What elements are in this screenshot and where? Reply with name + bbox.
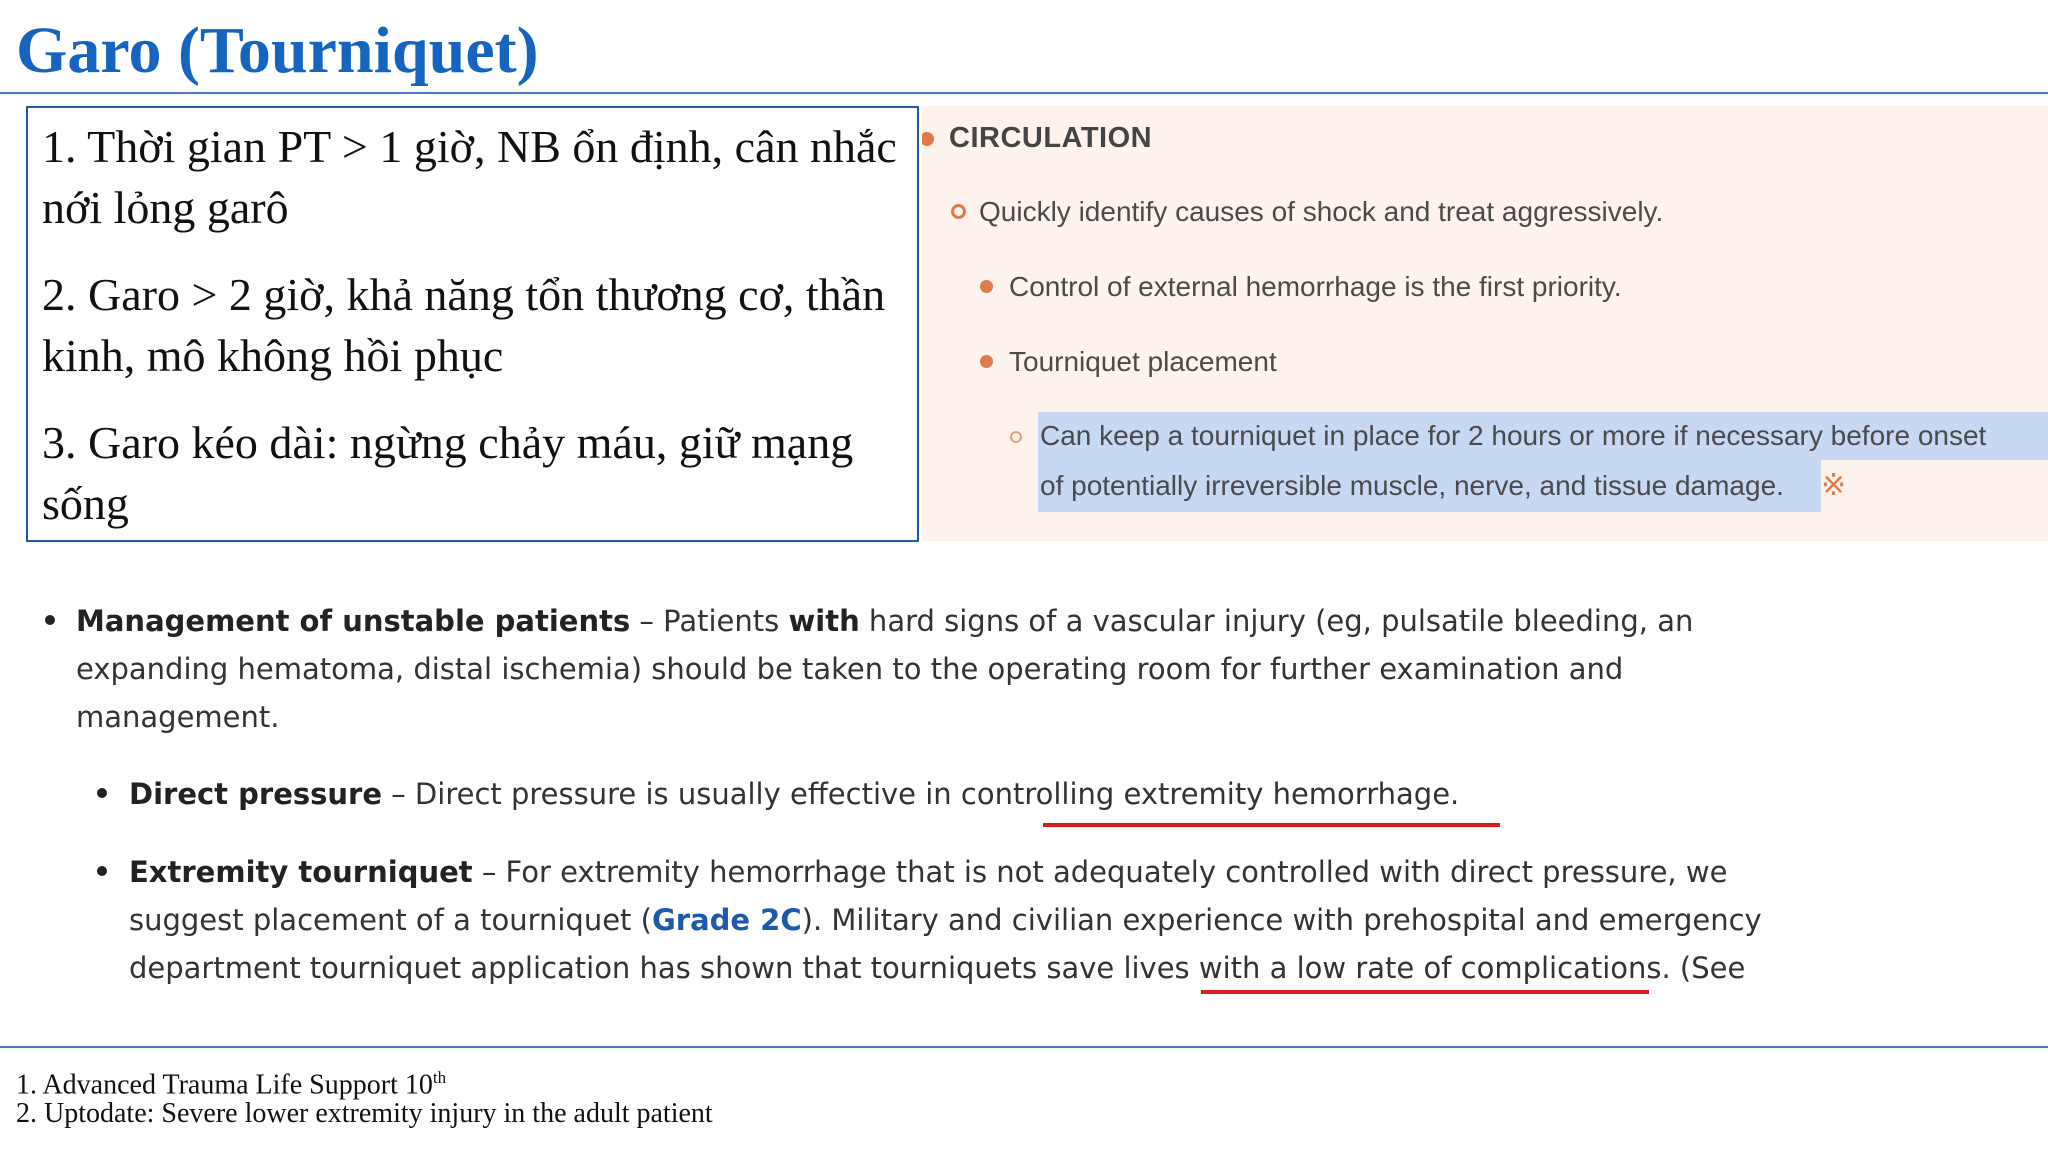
utd-text: hard signs of a vascular injury (eg, pulsatile bleeding, an	[859, 604, 1694, 638]
utd-text: suggest placement of a tourniquet (	[129, 903, 652, 937]
reference-1-text: 1. Advanced Trauma Life Support 10	[16, 1069, 433, 1101]
reference-1-superscript: th	[432, 1068, 447, 1087]
bullet-icon	[97, 866, 107, 876]
note-item-3: 3. Garo kéo dài: ngừng chảy máu, giữ mạng sống	[42, 417, 854, 529]
utd-paragraph-2	[129, 770, 1459, 818]
red-underline	[1201, 990, 1649, 994]
ring-bullet-icon	[951, 204, 966, 219]
notes-box	[26, 106, 919, 542]
utd-text: – Patients	[630, 604, 789, 638]
utd-term-direct-pressure: Direct pressure	[129, 777, 382, 811]
slide-title: Garo (Tourniquet)	[16, 14, 539, 87]
utd-paragraph-3-line-2	[129, 896, 1762, 944]
note-item-2: 2. Garo > 2 giờ, khả năng tổn thương cơ, thần kinh, mô không hồi phục	[42, 269, 886, 381]
reference-2: 2. Uptodate: Severe lower extremity injury in the adult patient	[16, 1098, 713, 1129]
circulation-bullet-icon	[922, 132, 934, 146]
atls-excerpt-panel	[922, 106, 2048, 541]
bullet-icon	[97, 788, 107, 798]
atls-item-4-line-2: of potentially irreversible muscle, nerve, and tissue damage.	[1040, 470, 1784, 501]
bullet-icon	[45, 615, 55, 625]
atls-item-1: Quickly identify causes of shock and treat aggressively.	[979, 196, 1664, 227]
footer-divider	[0, 1046, 2048, 1048]
title-divider	[0, 92, 2048, 94]
reference-asterisk-icon: ※	[1821, 468, 1847, 503]
utd-paragraph-1-line-2: expanding hematoma, distal ischemia) should be taken to the operating room for further examination and	[76, 652, 1624, 686]
red-underline	[1043, 823, 1500, 827]
utd-paragraph-1-line-1	[76, 597, 1693, 645]
atls-item-2: Control of external hemorrhage is the first priority.	[1009, 271, 1622, 302]
dot-bullet-icon	[980, 280, 993, 293]
atls-item-4-line-1: Can keep a tourniquet in place for 2 hours or more if necessary before onset	[1040, 420, 1987, 451]
circulation-heading: CIRCULATION	[949, 122, 1153, 154]
utd-text: – For extremity hemorrhage that is not adequately controlled with direct pressure, we	[472, 855, 1728, 889]
utd-term-extremity-tourniquet: Extremity tourniquet	[129, 855, 473, 889]
utd-paragraph-1-line-3: management.	[76, 700, 280, 734]
utd-text: ). Military and civilian experience with prehospital and emergency	[801, 903, 1762, 937]
note-item-1: 1. Thời gian PT > 1 giờ, NB ổn định, cân nhắc nới lỏng garô	[42, 121, 897, 233]
utd-term-with: with	[788, 604, 860, 638]
utd-paragraph-3-line-3: department tourniquet application has shown that tourniquets save lives with a low rate of complications. (See	[129, 951, 1746, 985]
grade-link[interactable]: Grade 2C	[651, 903, 802, 937]
ring-bullet-icon	[1010, 431, 1022, 443]
utd-text: – Direct pressure is usually effective in controlling extremity hemorrhage.	[382, 777, 1460, 811]
utd-term-unstable: Management of unstable patients	[76, 604, 631, 638]
atls-item-3: Tourniquet placement	[1009, 346, 1277, 377]
utd-paragraph-3-line-1	[129, 848, 1727, 896]
dot-bullet-icon	[980, 355, 993, 368]
